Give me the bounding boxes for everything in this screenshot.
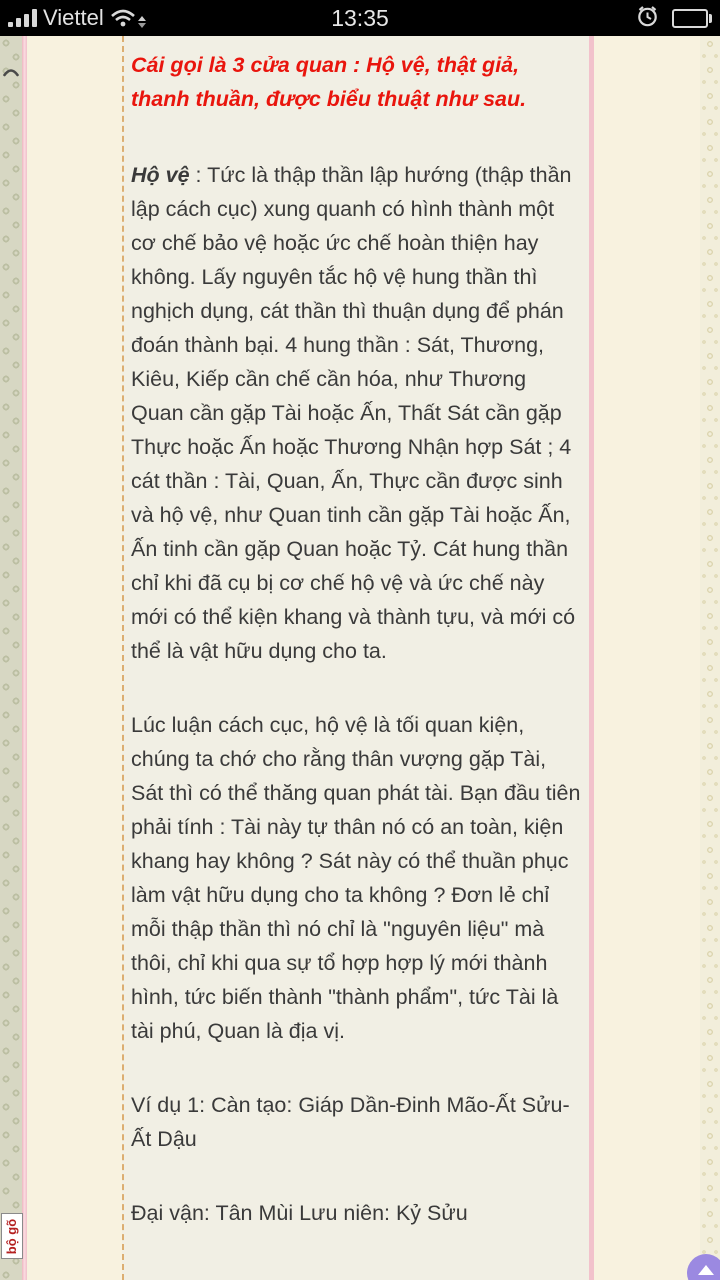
status-bar [0, 0, 720, 36]
scroll-to-top-button[interactable] [687, 1254, 720, 1280]
alarm-clock-icon [635, 3, 660, 34]
article-column [122, 36, 594, 1280]
right-ornament-strip [700, 36, 720, 1280]
paragraph: Lúc luận cách cục, hộ vệ là tối quan kiện, chúng ta chớ cho rằng thân vượng gặp Tài, Sát thì có thể thăng quan phát tài. Bạn đầu tiên phải tính : Tài này tự thân nó có an toàn, kiện khang hay không ? Sát này có thể thuần phục làm vật hữu dụng cho ta không ? Đơn lẻ chỉ mỗi thập thần thì nó chỉ là "nguyên liệu" mà thôi, chỉ khi qua sự tổ hợp hợp lý mới thành hình, tức biến thành "thành phẩm", tức Tài là tài phú, Quan là địa vị. [131, 713, 581, 1043]
carrier-label: Viettel [43, 5, 104, 30]
article-heading: Cái gọi là 3 cửa quan : Hộ vệ, thật giả, thanh thuần, được biểu thuật như sau. [131, 53, 527, 111]
status-time: 13:35 [331, 4, 389, 31]
paragraph: Hộ vệ : Tức là thập thần lập hướng (thập thần lập cách cục) xung quanh có hình thành một cơ chế bảo vệ hoặc ức chế hoàn thiện hay không. Lấy nguyên tắc hộ vệ hung thần thì nghịch dụng, cát thần thì thuận dụng để phán đoán thành bại. 4 hung thần : Sát, Thương, Kiêu, Kiếp cần chế cần hóa, như Thương Quan cần gặp Tài hoặc Ấn, Thất Sát cần gặp Thực hoặc Ấn hoặc Thương Nhận hợp Sát ; 4 cát thần : Tài, Quan, Ấn, Thực cần được sinh và hộ vệ, như Quan tinh cần gặp Tài hoặc Ấn, Ấn tinh cần gặp Quan hoặc Tỷ. Cát hung thần chỉ khi đã cụ bị cơ chế hộ vệ và ức chế này mới có thể kiện khang và thành tựu, và mới có thể là vật hữu dụng cho ta. [131, 163, 576, 663]
input-method-tab[interactable] [1, 1213, 23, 1259]
arrow-up-icon [698, 1265, 714, 1275]
article-body [131, 158, 583, 1230]
scrollbar-caret-icon[interactable] [2, 64, 20, 78]
left-ornament-strip [0, 36, 22, 1280]
battery-icon [672, 9, 712, 28]
paragraph: Đại vận: Tân Mùi Lưu niên: Kỷ Sửu [131, 1201, 468, 1225]
paragraph: Ví dụ 1: Càn tạo: Giáp Dần-Đinh Mão-Ất Sửu-Ất Dậu [131, 1093, 570, 1151]
left-pink-divider [22, 36, 27, 1280]
input-method-tab-label: bộ gõ [4, 1218, 20, 1254]
